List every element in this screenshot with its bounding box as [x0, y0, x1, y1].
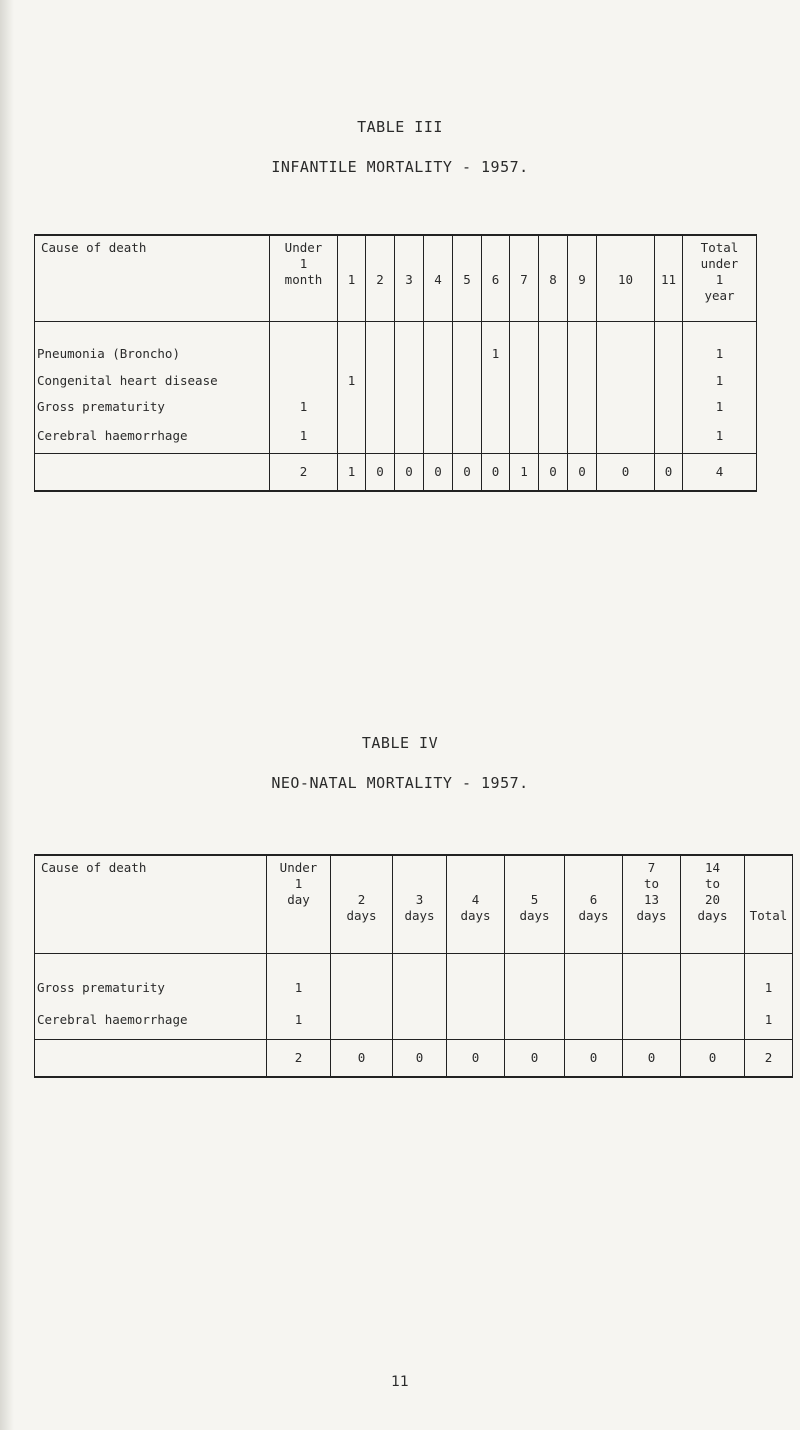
header-text: Total [749, 908, 788, 923]
value-cell: 1 [267, 1001, 331, 1039]
value-cell: 1 [683, 321, 757, 367]
total-cell: 1 [510, 453, 539, 491]
value-cell [623, 953, 681, 1001]
table-body [35, 953, 793, 1039]
value-cell: 1 [683, 393, 757, 419]
header-text: days [578, 908, 609, 923]
value-cell [393, 1001, 447, 1039]
header-text: 7 [647, 860, 656, 875]
value-cell [568, 419, 597, 453]
value-cell [597, 419, 655, 453]
header-month: 11 [655, 235, 683, 321]
value-cell [655, 321, 683, 367]
header-column [745, 855, 793, 953]
header-month: 6 [482, 235, 510, 321]
infantile-mortality-table [34, 234, 757, 492]
value-cell [539, 367, 568, 393]
header-month: 5 [453, 235, 482, 321]
header-cause: Cause of death [35, 855, 267, 953]
table-row [35, 393, 757, 419]
value-cell [505, 1001, 565, 1039]
scan-shadow [0, 0, 14, 1430]
header-column [267, 855, 331, 953]
value-cell [539, 321, 568, 367]
value-cell [597, 321, 655, 367]
header-text: 4 [471, 892, 480, 907]
header-month: 4 [424, 235, 453, 321]
value-cell [395, 321, 424, 367]
totals-label-cell [35, 1039, 267, 1077]
value-cell [482, 393, 510, 419]
value-cell: 1 [482, 321, 510, 367]
total-cell: 0 [565, 1039, 623, 1077]
total-cell: 0 [447, 1039, 505, 1077]
value-cell [482, 419, 510, 453]
value-cell [568, 393, 597, 419]
header-text: days [519, 908, 550, 923]
header-text: Under [279, 860, 318, 875]
header-text: days [460, 908, 491, 923]
total-cell: 0 [623, 1039, 681, 1077]
total-cell: 0 [393, 1039, 447, 1077]
header-column [623, 855, 681, 953]
header-month: 8 [539, 235, 568, 321]
header-text: days [697, 908, 728, 923]
header-text: to [643, 876, 660, 891]
value-cell [447, 1001, 505, 1039]
table-row [35, 321, 757, 367]
header-text: 14 [704, 860, 721, 875]
total-cell: 0 [395, 453, 424, 491]
value-cell [453, 393, 482, 419]
total-cell: 0 [453, 453, 482, 491]
header-text: Total [700, 240, 739, 255]
table-row [35, 367, 757, 393]
header-text: 5 [530, 892, 539, 907]
value-cell [655, 367, 683, 393]
value-cell [655, 419, 683, 453]
value-cell [395, 419, 424, 453]
header-month: 1 [338, 235, 366, 321]
cause-cell: Congenital heart disease [35, 367, 270, 393]
cause-cell: Pneumonia (Broncho) [35, 321, 270, 367]
header-text: 2 [357, 892, 366, 907]
header-cause: Cause of death [35, 235, 270, 321]
value-cell [338, 419, 366, 453]
total-cell: 0 [568, 453, 597, 491]
value-cell [338, 393, 366, 419]
value-cell [539, 419, 568, 453]
value-cell [366, 367, 395, 393]
value-cell: 1 [683, 367, 757, 393]
header-text: days [636, 908, 667, 923]
table-body [35, 321, 757, 453]
value-cell [565, 1001, 623, 1039]
header-text: days [346, 908, 377, 923]
total-cell: 0 [482, 453, 510, 491]
value-cell: 1 [745, 1001, 793, 1039]
value-cell [424, 393, 453, 419]
header-text: Under [284, 240, 323, 255]
value-cell [270, 321, 338, 367]
header-month: 9 [568, 235, 597, 321]
table-iii-title: TABLE III [357, 118, 443, 136]
header-text: 1 [715, 272, 724, 287]
table-iv-title: TABLE IV [361, 734, 439, 752]
header-column [565, 855, 623, 953]
header-month: 3 [395, 235, 424, 321]
value-cell [453, 321, 482, 367]
table-row [35, 953, 793, 1001]
cause-cell: Cerebral haemorrhage [35, 419, 270, 453]
value-cell [331, 1001, 393, 1039]
value-cell [366, 393, 395, 419]
value-cell: 1 [338, 367, 366, 393]
value-cell [539, 393, 568, 419]
total-cell: 0 [539, 453, 568, 491]
total-cell: 2 [270, 453, 338, 491]
cause-cell: Gross prematurity [35, 953, 267, 1001]
totals-row [35, 453, 757, 491]
value-cell [510, 393, 539, 419]
table-iii-subtitle: INFANTILE MORTALITY - 1957. [271, 158, 529, 176]
value-cell [510, 419, 539, 453]
header-text: to [704, 876, 721, 891]
value-cell [331, 953, 393, 1001]
header-under-1-month [270, 235, 338, 321]
value-cell [565, 953, 623, 1001]
header-column [681, 855, 745, 953]
cause-cell: Cerebral haemorrhage [35, 1001, 267, 1039]
value-cell [505, 953, 565, 1001]
value-cell [395, 393, 424, 419]
total-cell: 0 [424, 453, 453, 491]
value-cell [424, 367, 453, 393]
header-text: month [284, 272, 323, 287]
header-text: 6 [589, 892, 598, 907]
header-month: 7 [510, 235, 539, 321]
header-month: 10 [597, 235, 655, 321]
header-column [505, 855, 565, 953]
table-iv-subtitle: NEO-NATAL MORTALITY - 1957. [271, 774, 529, 792]
value-cell [482, 367, 510, 393]
value-cell [681, 1001, 745, 1039]
page-number: 11 [391, 1374, 409, 1390]
header-text: under [700, 256, 739, 271]
value-cell [623, 1001, 681, 1039]
value-cell: 1 [267, 953, 331, 1001]
header-month: 2 [366, 235, 395, 321]
value-cell [453, 367, 482, 393]
total-cell: 4 [683, 453, 757, 491]
value-cell [393, 953, 447, 1001]
value-cell: 1 [270, 393, 338, 419]
value-cell [568, 321, 597, 367]
total-cell: 0 [597, 453, 655, 491]
totals-row [35, 1039, 793, 1077]
value-cell [568, 367, 597, 393]
header-column [447, 855, 505, 953]
total-cell: 2 [267, 1039, 331, 1077]
value-cell: 1 [683, 419, 757, 453]
header-text: day [287, 892, 310, 907]
total-cell: 0 [331, 1039, 393, 1077]
header-column [331, 855, 393, 953]
total-cell: 0 [366, 453, 395, 491]
totals-label-cell [35, 453, 270, 491]
value-cell: 1 [745, 953, 793, 1001]
value-cell [270, 367, 338, 393]
value-cell [424, 321, 453, 367]
total-cell: 0 [505, 1039, 565, 1077]
value-cell [395, 367, 424, 393]
neo-natal-mortality-table [34, 854, 793, 1078]
header-text: year [704, 288, 735, 303]
header-total-under-1-year [683, 235, 757, 321]
header-text: 20 [704, 892, 721, 907]
total-cell: 0 [655, 453, 683, 491]
value-cell [681, 953, 745, 1001]
header-column [393, 855, 447, 953]
value-cell [597, 393, 655, 419]
value-cell [453, 419, 482, 453]
total-cell: 2 [745, 1039, 793, 1077]
header-text: days [404, 908, 435, 923]
total-cell: 0 [681, 1039, 745, 1077]
total-cell: 1 [338, 453, 366, 491]
cause-cell: Gross prematurity [35, 393, 270, 419]
header-text: 3 [415, 892, 424, 907]
value-cell [510, 367, 539, 393]
value-cell [447, 953, 505, 1001]
value-cell [597, 367, 655, 393]
value-cell [424, 419, 453, 453]
table-row [35, 419, 757, 453]
value-cell [510, 321, 539, 367]
value-cell [338, 321, 366, 367]
header-text: 1 [299, 256, 308, 271]
value-cell [366, 419, 395, 453]
value-cell [655, 393, 683, 419]
table-row [35, 1001, 793, 1039]
header-text: 13 [643, 892, 660, 907]
value-cell [366, 321, 395, 367]
header-text: 1 [294, 876, 303, 891]
value-cell: 1 [270, 419, 338, 453]
